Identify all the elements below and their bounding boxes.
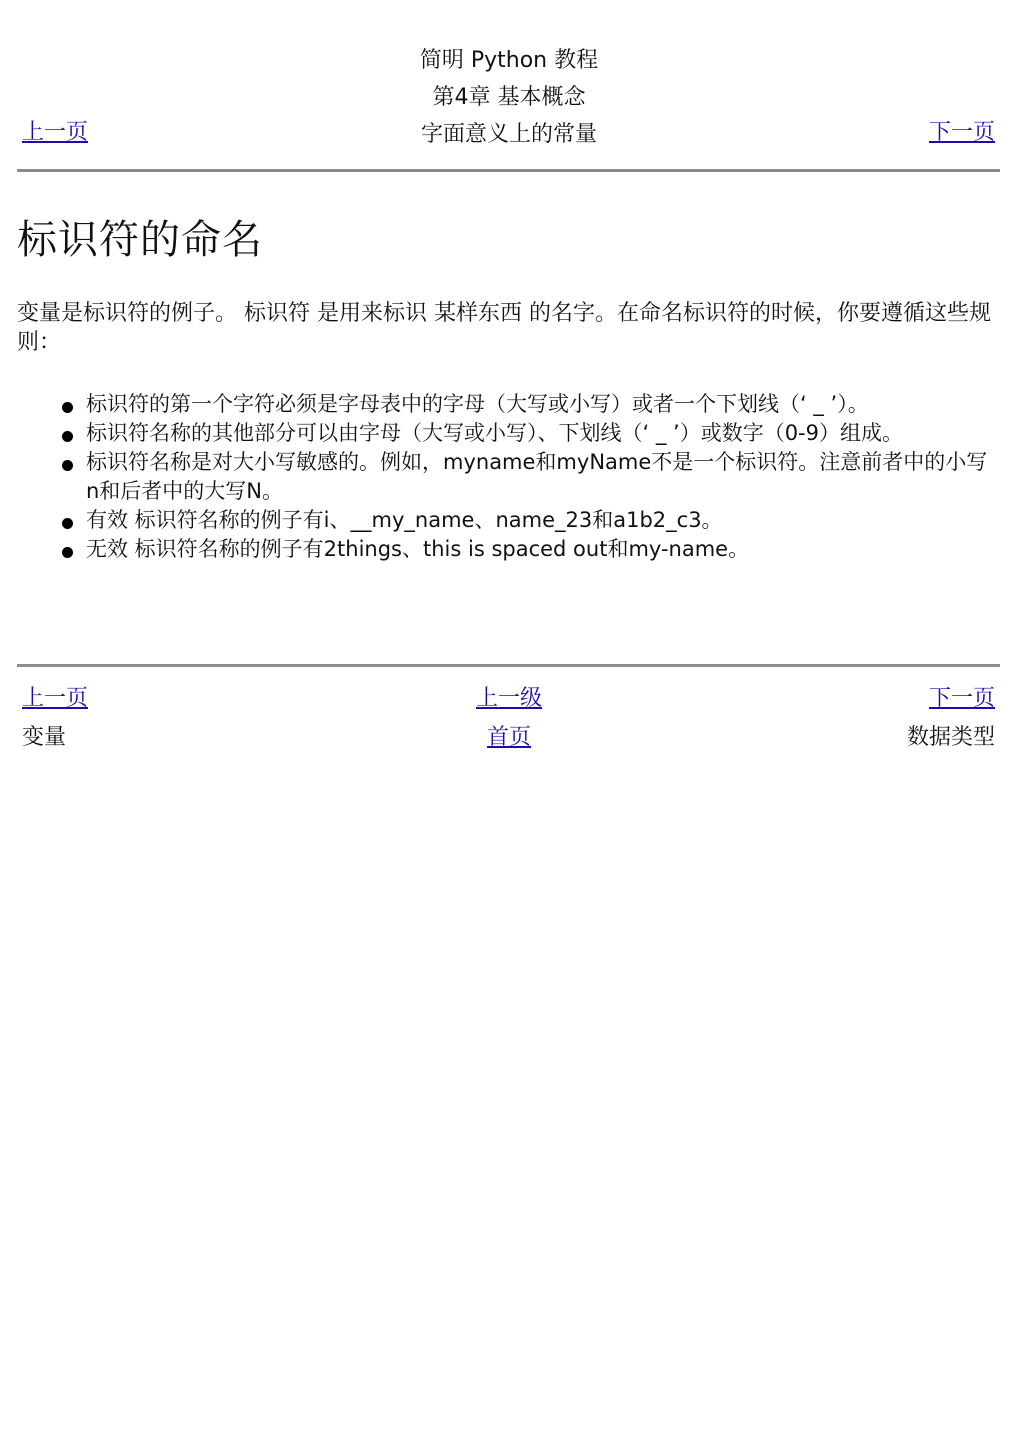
list-item: 无效 标识符名称的例子有2things、this is spaced out和my-name。	[86, 535, 999, 564]
prev-page-title: 变量	[22, 725, 67, 750]
prev-page-link-top[interactable]: 上一页	[22, 120, 89, 145]
rules-list	[17, 390, 999, 564]
header-divider	[17, 169, 1000, 172]
list-item: 标识符的第一个字符必须是字母表中的字母（大写或小写）或者一个下划线（‘ _ ’）。	[86, 390, 999, 419]
list-item: 标识符名称是对大小写敏感的。例如，myname和myName不是一个标识符。注意前者中的小写n和后者中的大写N。	[86, 448, 999, 506]
book-title: 简明 Python 教程	[419, 48, 599, 73]
up-level-wrapper	[0, 685, 1018, 713]
prev-page-link-bottom[interactable]: 上一页	[22, 686, 89, 711]
next-page-link-bottom[interactable]: 下一页	[928, 686, 995, 711]
list-item: 有效 标识符名称的例子有i、__my_name、name_23和a1b2_c3。	[86, 506, 999, 535]
page-heading: 标识符的命名	[17, 217, 263, 263]
home-wrapper	[0, 724, 1018, 752]
intro-paragraph: 变量是标识符的例子。 标识符 是用来标识 某样东西 的名字。在命名标识符的时候，你要遵循这些规则：	[17, 301, 991, 355]
section-title: 字面意义上的常量	[420, 122, 597, 147]
next-page-title: 数据类型	[906, 725, 995, 750]
home-link[interactable]: 首页	[486, 725, 531, 750]
list-item: 标识符名称的其他部分可以由字母（大写或小写）、下划线（‘ _ ’）或数字（0-9）组成。	[86, 419, 999, 448]
up-level-link[interactable]: 上一级	[475, 686, 542, 711]
chapter-title: 第4章 基本概念	[432, 85, 586, 110]
next-page-link-top[interactable]: 下一页	[928, 120, 995, 145]
footer-divider	[17, 664, 1000, 667]
